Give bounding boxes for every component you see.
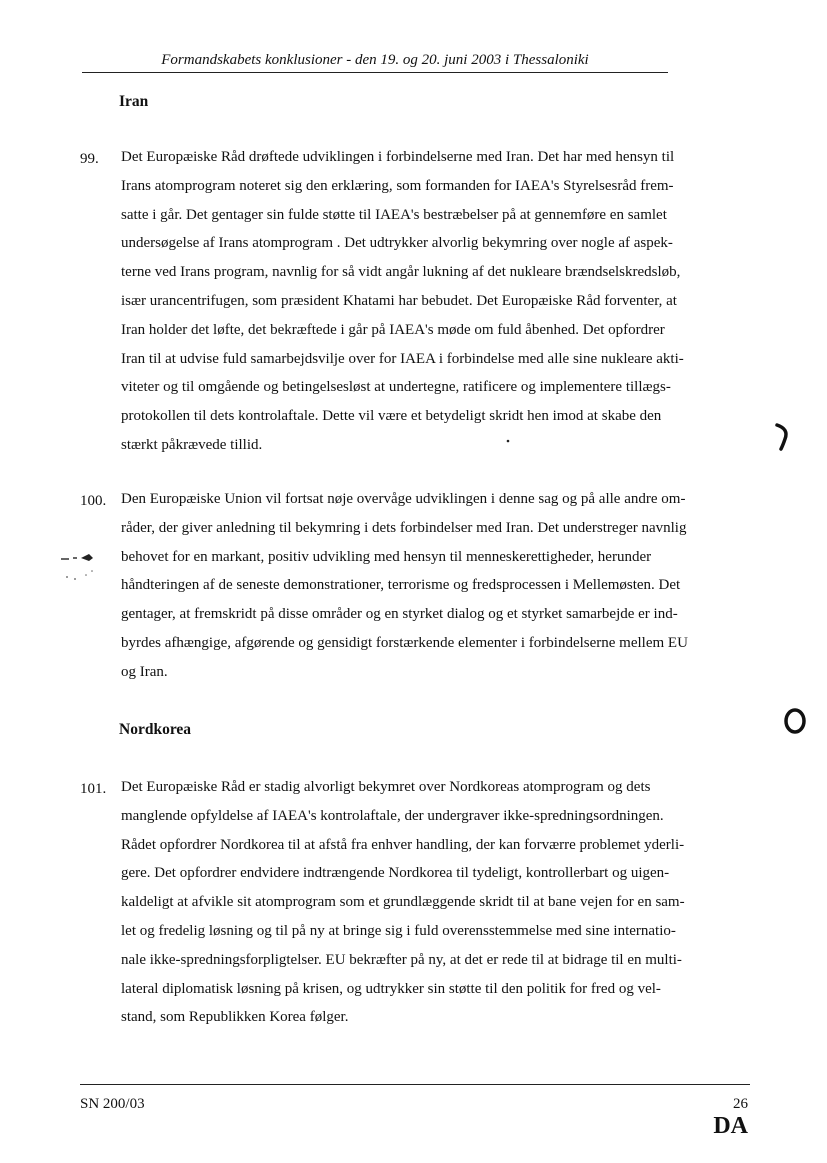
paragraph-line: nale ikke-spredningsforpligtelser. EU bekræfter på ny, at det er rede til at bidrage til en multi- xyxy=(121,951,682,968)
paragraph-line: lateral diplomatisk løsning på krisen, og udtrykker sin støtte til den politik for fred og vel- xyxy=(121,980,661,997)
paragraph-line: Irans atomprogram noteret sig den erklæring, som formanden for IAEA's Styrelsesråd frem- xyxy=(121,177,674,194)
paragraph-line: Iran til at udvise fuld samarbejdsvilje over for IAEA i forbindelse med alle sine nukleare akti- xyxy=(121,350,684,367)
paragraph-line: gere. Det opfordrer endvidere indtrængende Nordkorea til tydeligt, kontrollerbart og uigen- xyxy=(121,865,670,882)
paragraph-line: Det Europæiske Råd er stadig alvorligt bekymret over Nordkoreas atomprogram og dets xyxy=(121,779,651,795)
margin-arrow-mark xyxy=(55,544,99,586)
running-header: Formandskabets konklusioner - den 19. og 20. juni 2003 i Thessaloniki xyxy=(161,52,589,68)
paragraph-line: stand, som Republikken Korea følger. xyxy=(121,1009,349,1026)
paragraph-number-99: 99. xyxy=(80,151,99,167)
paragraph-line: Det Europæiske Råd drøftede udviklingen i forbindelserne med Iran. Det har med hensyn til xyxy=(121,149,675,165)
paragraph-line: undersøgelse af Irans atomprogram . Det udtrykker alvorlig bekymring over nogle af aspek- xyxy=(121,235,673,252)
paragraph-line: viteter og til omgående og betingelsesløst at undertegne, ratificere og implementere tillægs- xyxy=(121,379,671,396)
punch-mark xyxy=(772,420,792,452)
header-rule xyxy=(82,72,668,73)
hole-punch-mark xyxy=(782,706,808,736)
page-number: 26 xyxy=(733,1096,748,1112)
paragraph-101 xyxy=(121,773,753,1032)
paragraph-line: let og fredelig løsning og til på ny at bringe sig i fuld overensstemmelse med sine internatio- xyxy=(121,922,676,939)
paragraph-line: terne ved Irans program, navnlig for så vidt angår lukning af det nukleare brændselskredsløb, xyxy=(121,264,681,281)
paragraph-line: og Iran. xyxy=(121,663,168,680)
paragraph-line: Den Europæiske Union vil fortsat nøje overvåge udviklingen i denne sag og på alle andre om- xyxy=(121,491,686,507)
paragraph-line: Iran holder det løfte, det bekræftede i går på IAEA's møde om fuld åbenhed. Det opfordrer xyxy=(121,321,665,338)
section-heading-nordkorea: Nordkorea xyxy=(119,721,192,738)
paragraph-number-100: 100. xyxy=(80,493,107,509)
paragraph-line: behovet for en markant, positiv udvikling med hensyn til menneskerettigheder, herunder xyxy=(121,548,652,565)
footer-rule xyxy=(80,1084,750,1085)
paragraph-line: stærkt påkrævede tillid. xyxy=(121,436,263,453)
speck-mark xyxy=(505,438,511,444)
paragraph-line: råder, der giver anledning til bekymring i dets forbindelser med Iran. Det understreger navnlig xyxy=(121,519,687,536)
paragraph-100 xyxy=(121,485,753,687)
language-code: DA xyxy=(713,1113,748,1139)
paragraph-line: gentager, at fremskridt på disse områder og en styrket dialog og et styrket samarbejde er ind- xyxy=(121,606,678,623)
paragraph-line: især urancentrifugen, som præsident Khatami har bebudet. Det Europæiske Råd forventer, at xyxy=(121,292,677,309)
paragraph-line: byrdes afhængige, afgørende og gensidigt forstærkende elementer i forbindelserne mellem EU xyxy=(121,634,688,651)
paragraph-99 xyxy=(121,143,753,460)
paragraph-line: kaldeligt at afvikle sit atomprogram som et grundlæggende skridt til at bane vejen for en sam- xyxy=(121,894,685,911)
paragraph-line: håndteringen af de seneste demonstrationer, terrorisme og fredsprocessen i Mellemøsten. Det xyxy=(121,577,681,594)
paragraph-line: protokollen til dets kontrolaftale. Dette vil være et betydeligt skridt hen imod at skabe den xyxy=(121,408,662,425)
document-reference: SN 200/03 xyxy=(80,1096,145,1112)
paragraph-line: manglende opfyldelse af IAEA's kontrolaftale, der undergraver ikke-spredningsordningen. xyxy=(121,807,664,824)
section-heading-iran: Iran xyxy=(119,93,149,110)
paragraph-number-101: 101. xyxy=(80,781,107,797)
paragraph-line: Rådet opfordrer Nordkorea til at afstå fra enhver handling, der kan forværre problemet yderli- xyxy=(121,836,685,853)
paragraph-line: satte i går. Det gentager sin fulde støtte til IAEA's bestræbelser på at gennemføre en samlet xyxy=(121,206,667,223)
